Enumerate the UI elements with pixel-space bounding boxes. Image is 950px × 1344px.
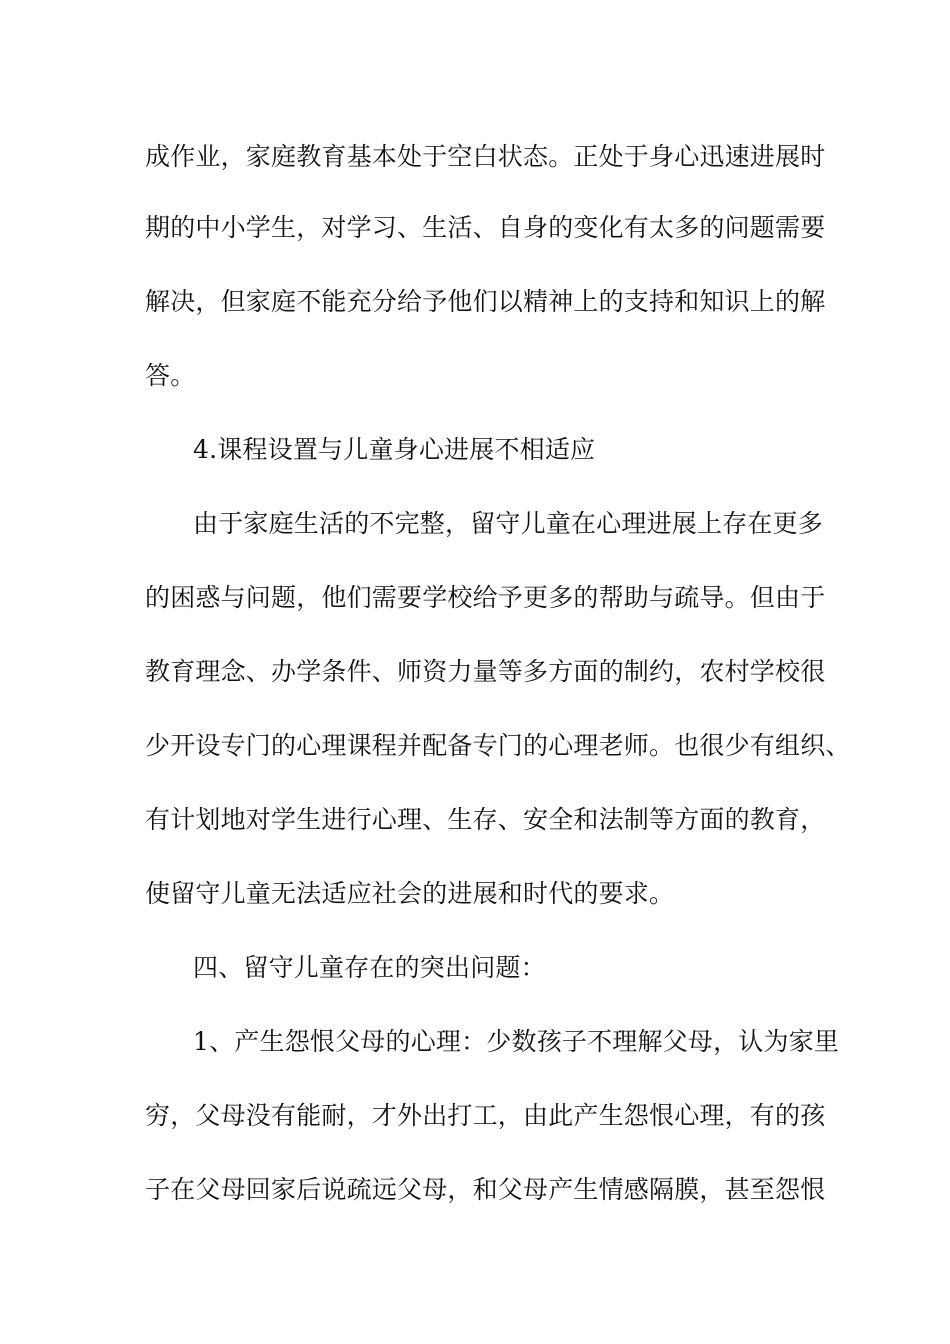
text-line: 有计划地对学生进行心理、生存、安全和法制等方面的教育， — [145, 805, 826, 834]
text-line: 的困惑与问题，他们需要学校给予更多的帮助与疏导。但由于 — [145, 583, 826, 612]
text-line: 穷，父母没有能耐，才外出打工，由此产生怨恨心理，有的孩 — [145, 1101, 826, 1130]
section-heading: 四、留守儿童存在的突出问题： — [193, 953, 546, 982]
text-line: 子在父母回家后说疏远父母，和父母产生情感隔膜，甚至怨恨 — [145, 1175, 826, 1204]
text-line: 成作业，家庭教育基本处于空白状态。正处于身心迅速进展时 — [145, 142, 826, 171]
paragraph-start-line: 1、产生怨恨父母的心理：少数孩子不理解父母，认为家里 — [193, 1027, 840, 1056]
text-line: 教育理念、办学条件、师资力量等多方面的制约，农村学校很 — [145, 657, 826, 686]
text-line: 少开设专门的心理课程并配备专门的心理老师。也很少有组织、 — [145, 731, 851, 760]
text-line: 期的中小学生，对学习、生活、自身的变化有太多的问题需要 — [145, 213, 826, 242]
text-line: 解决，但家庭不能充分给予他们以精神上的支持和知识上的解 — [145, 287, 826, 316]
text-line: 使留守儿童无法适应社会的进展和时代的要求。 — [145, 879, 675, 908]
paragraph-start-line: 由于家庭生活的不完整，留守儿童在心理进展上存在更多 — [193, 509, 824, 538]
section-heading: 4.课程设置与儿童身心进展不相适应 — [193, 435, 596, 464]
text-line: 答。 — [145, 361, 196, 390]
